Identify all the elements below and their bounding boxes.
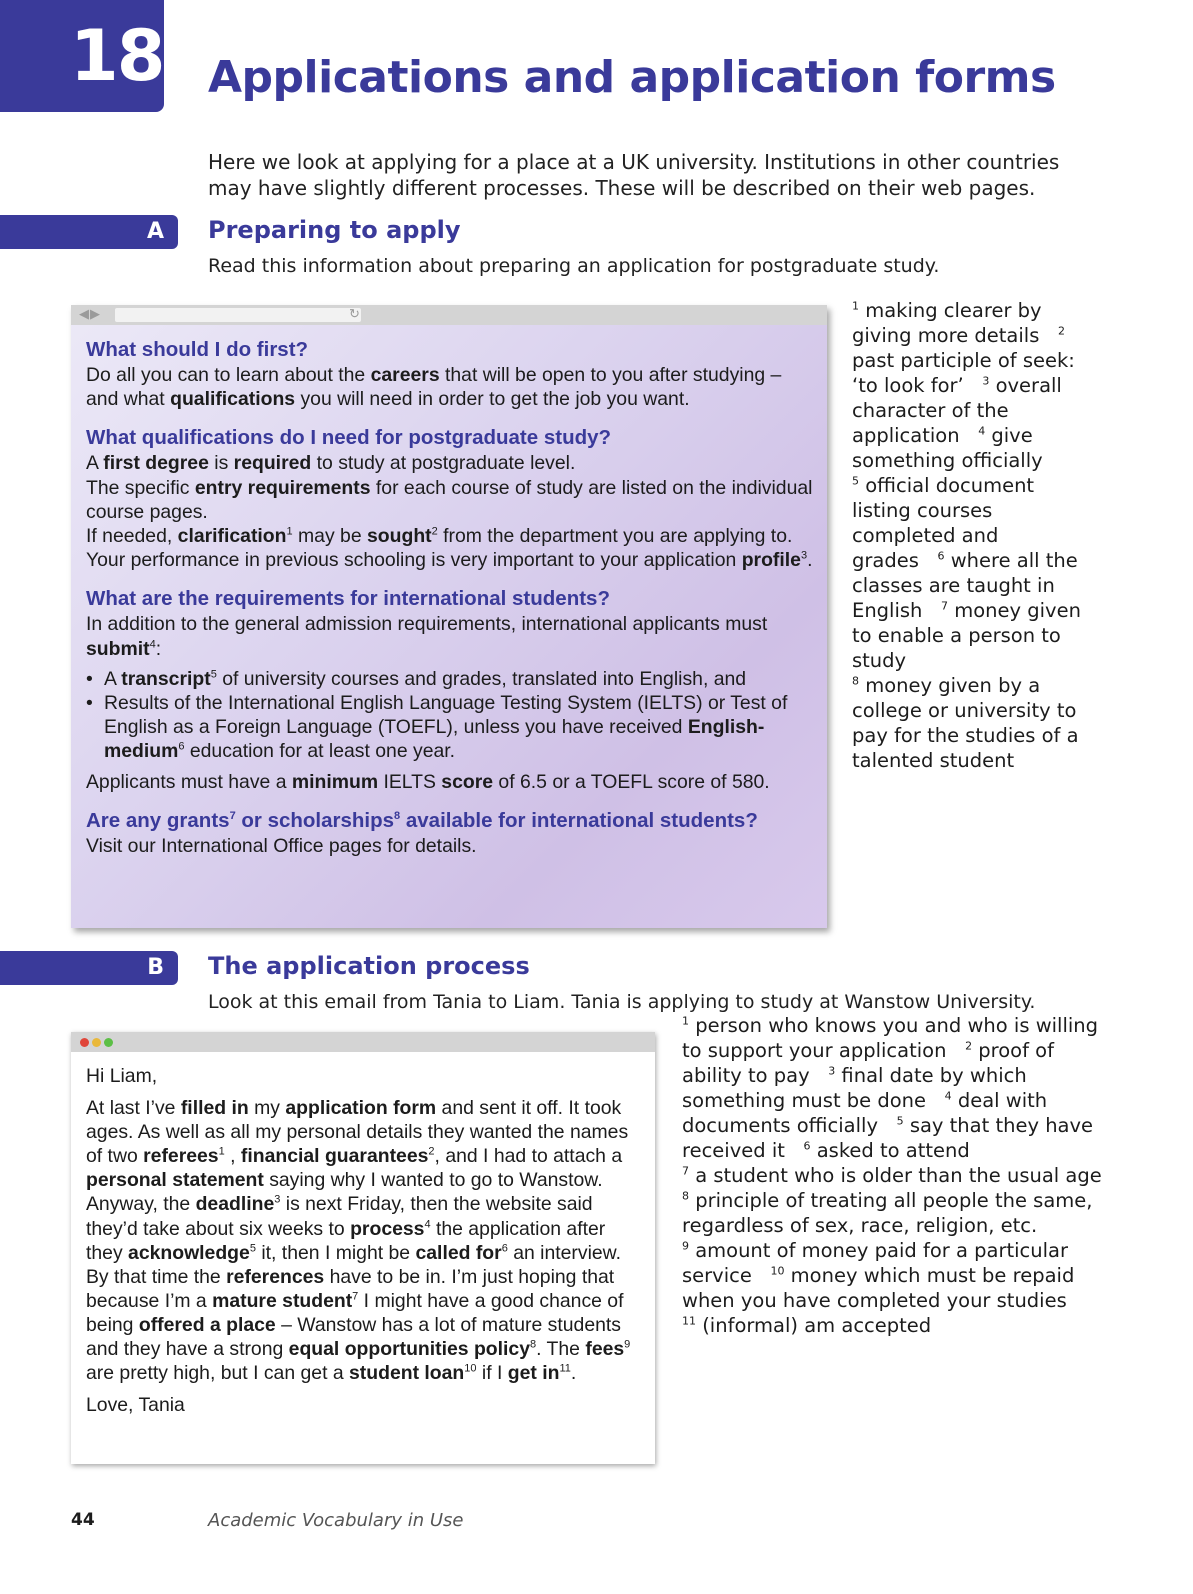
maximize-dot-icon <box>104 1038 113 1047</box>
browser-toolbar <box>71 305 827 325</box>
web-content <box>86 337 816 858</box>
section-a-subheading: Read this information about preparing an application for postgraduate study. <box>208 255 940 277</box>
page-number: 44 <box>71 1510 95 1530</box>
answer-paragraph: If needed, clarification$^1$ may be sought$^2$ from the department you are applying to. <box>86 525 793 548</box>
book-title: Academic Vocabulary in Use <box>208 1510 464 1531</box>
section-b-tab <box>0 951 178 985</box>
answer-paragraph: Applicants must have a minimum IELTS score of 6.5 or a TOEFL score of 580. <box>86 770 770 793</box>
email-signoff: Love, Tania <box>86 1394 185 1417</box>
section-b-heading: The application process <box>208 952 530 980</box>
answer-paragraph: Do all you can to learn about the careers that will be open to you after studying – and what qualifications you will need in order to get the job you want. <box>86 364 782 411</box>
section-a-letter: A <box>146 219 164 244</box>
answer-paragraph: Your performance in previous schooling is very important to your application profile$^3$. <box>86 549 813 572</box>
list-item: • A transcript$^5$ of university courses and grades, translated into English, and <box>86 667 816 691</box>
email-panel <box>71 1032 655 1464</box>
answer-paragraph: A first degree is required to study at postgraduate level. <box>86 452 576 475</box>
email-paragraph: At last I’ve filled in my application form and sent it off. It took ages. As well as all my personal details they wanted the names of two referees$^1$ , financial guarantees$^2$, and I had to attach a personal statement saying why I wanted to go to Wanstow. Anyway, the deadline$^3$ is next Friday, then the website said they’d take about six weeks to process$^4$ the application after they acknowledge$^5$ it, then I might be called for$^6$ an interview. By that time the references have to be in. I’m just hoping that because I’m a mature student$^7$ I might have a good chance of being offered a place – Wanstow has a lot of mature students and they have a strong equal opportunities policy$^8$. The fees$^9$ are pretty high, but I can get a student loan$^{10}$ if I get $in^{11}$. <box>86 1097 631 1385</box>
email-titlebar <box>71 1032 655 1052</box>
minimize-dot-icon <box>92 1038 101 1047</box>
list-item: • Results of the International English Language Testing System (IELTS) or Test of English as a Foreign Language (TOEFL), unless you have received English-medium$^6$ education for at least one year. <box>86 691 816 764</box>
email-greeting: Hi Liam, <box>86 1065 158 1087</box>
unit-number-tab <box>0 0 164 112</box>
question-heading: What should I do first? <box>86 338 309 361</box>
unit-number: 18 <box>70 15 164 97</box>
section-a-heading: Preparing to apply <box>208 216 461 244</box>
glossary-b: $^1$ person who knows you and who is willing to support your application $^2$ proof of ability to pay $^3$ final date by which something must be done $^4$ deal with documents officially $^5$ say that they have received it $^6$ asked to attend $^7$ a student who is older than the usual age $^8$ principle of treating all people the same, regardless of sex, race, religion, etc. $^9$ amount of money paid for a particular service $^{10}$ money which must be repaid when you have completed your studies $^{11}$ (informal) am accepted <box>682 1014 1102 1337</box>
answer-paragraph: In addition to the general admission requirements, international applicants must submit$^4$: <box>86 613 768 660</box>
question-heading: What are the requirements for international students? <box>86 587 610 611</box>
address-bar <box>115 308 361 322</box>
section-b-letter: B <box>147 955 164 980</box>
email-body <box>86 1064 646 1417</box>
section-b-subheading: Look at this email from Tania to Liam. Tania is applying to study at Wanstow University. <box>208 991 1036 1013</box>
web-page-panel <box>71 305 827 928</box>
question-heading: What qualifications do I need for postgraduate study? <box>86 426 612 450</box>
section-a-tab <box>0 215 178 249</box>
unit-title: Applications and application forms <box>208 52 1056 103</box>
answer-paragraph: The specific entry requirements for each course of study are listed on the individual course pages. <box>86 476 813 523</box>
refresh-icon: ↻ <box>349 306 360 321</box>
question-heading: Are any grants$^7$ or scholarships$^8$ available for international students? <box>86 808 758 832</box>
glossary-a: $^1$ making clearer by giving more details $^2$ past participle of seek: ‘to look for’ $^3$ overall character of the application $^4$ give something officially $^5$ official document listing courses completed and grades $^6$ where all the classes are taught in English $^7$ money given to enable a person to study $^8$ money given by a college or university to pay for the studies of a talented student <box>852 299 1081 772</box>
answer-paragraph: Visit our International Office pages for details. <box>86 834 477 857</box>
close-dot-icon <box>80 1038 89 1047</box>
back-forward-icon: ◀▶ <box>79 306 101 321</box>
intro-text: Here we look at applying for a place at a UK university. Institutions in other countries may have slightly different processes. These will be described on their web pages. <box>208 150 1060 200</box>
